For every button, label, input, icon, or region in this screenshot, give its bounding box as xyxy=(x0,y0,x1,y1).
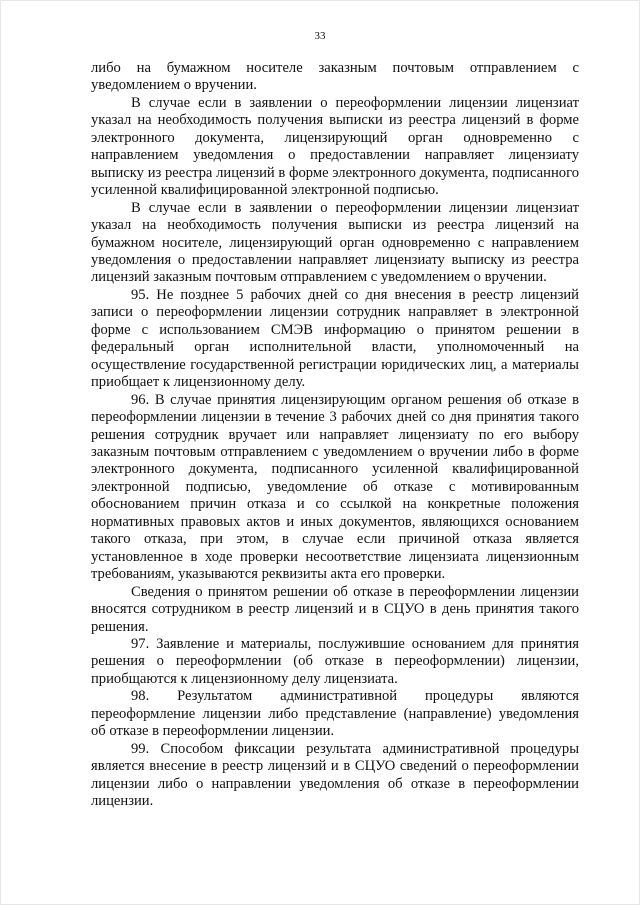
paragraph-96: 96. В случае принятия лицензирующим органом решения об отказе в переоформлении лицензии в течение 3 рабочих дней со дня принятия такого решения сотрудник вручает или направляет лицензиату по его выбору заказным почтовым отправлением с уведомлением о вручении либо в форме электронного документа, подписанного усиленной квалифицированной электронной подписью, уведомление об отказе с мотивированным обоснованием причин отказа и со ссылкой на конкретные положения нормативных правовых актов и иных документов, являющихся основанием такого отказа, при этом, в случае если причиной отказа является установленное в ходе проверки несоответствие лицензиата лицензионным требованиям, указываются реквизиты акта его проверки. xyxy=(91,391,579,583)
paragraph-refusal-registry: Сведения о принятом решении об отказе в переоформлении лицензии вносятся сотрудником в реестр лицензий и в СЦУО в день принятия такого решения. xyxy=(91,583,579,635)
paragraph-electronic-extract: В случае если в заявлении о переоформлении лицензии лицензиат указал на необходимость получения выписки из реестра лицензий в форме электронного документа, лицензирующий орган одновременно с направлением уведомления о предоставлении направляет лицензиату выписку из реестра лицензий в форме электронного документа, подписанного усиленной квалифицированной электронной подписью. xyxy=(91,94,579,199)
paragraph-95: 95. Не позднее 5 рабочих дней со дня внесения в реестр лицензий записи о переоформлении лицензии сотрудник направляет в электронной форме с использованием СМЭВ информацию о принятом решении в федеральный орган исполнительной власти, уполномоченный на осуществление государственной регистрации юридических лиц, а материалы приобщает к лицензионному делу. xyxy=(91,286,579,391)
paragraph-continuation: либо на бумажном носителе заказным почтовым отправлением с уведомлением о вручении. xyxy=(91,60,579,94)
page-number: 33 xyxy=(314,30,326,42)
paragraph-paper-extract: В случае если в заявлении о переоформлении лицензии лицензиат указал на необходимость получения выписки из реестра лицензий на бумажном носителе, лицензирующий орган одновременно с направлением уведомления о предоставлении направляет лицензиату выписку из реестра лицензий заказным почтовым отправлением с уведомлением о вручении. xyxy=(91,199,579,286)
document-body xyxy=(91,60,579,810)
paragraph-98: 98. Результатом административной процедуры являются переоформление лицензии либо представление (направление) уведомления об отказе в переоформлении лицензии. xyxy=(91,688,579,740)
paragraph-99: 99. Способом фиксации результата административной процедуры является внесение в реестр лицензий и в СЦУО сведений о переоформлении лицензии либо о направлении уведомления об отказе в переоформлении лицензии. xyxy=(91,740,579,810)
paragraph-97: 97. Заявление и материалы, послужившие основанием для принятия решения о переоформлении (об отказе в переоформлении) лицензии, приобщаются к лицензионному делу лицензиата. xyxy=(91,635,579,687)
